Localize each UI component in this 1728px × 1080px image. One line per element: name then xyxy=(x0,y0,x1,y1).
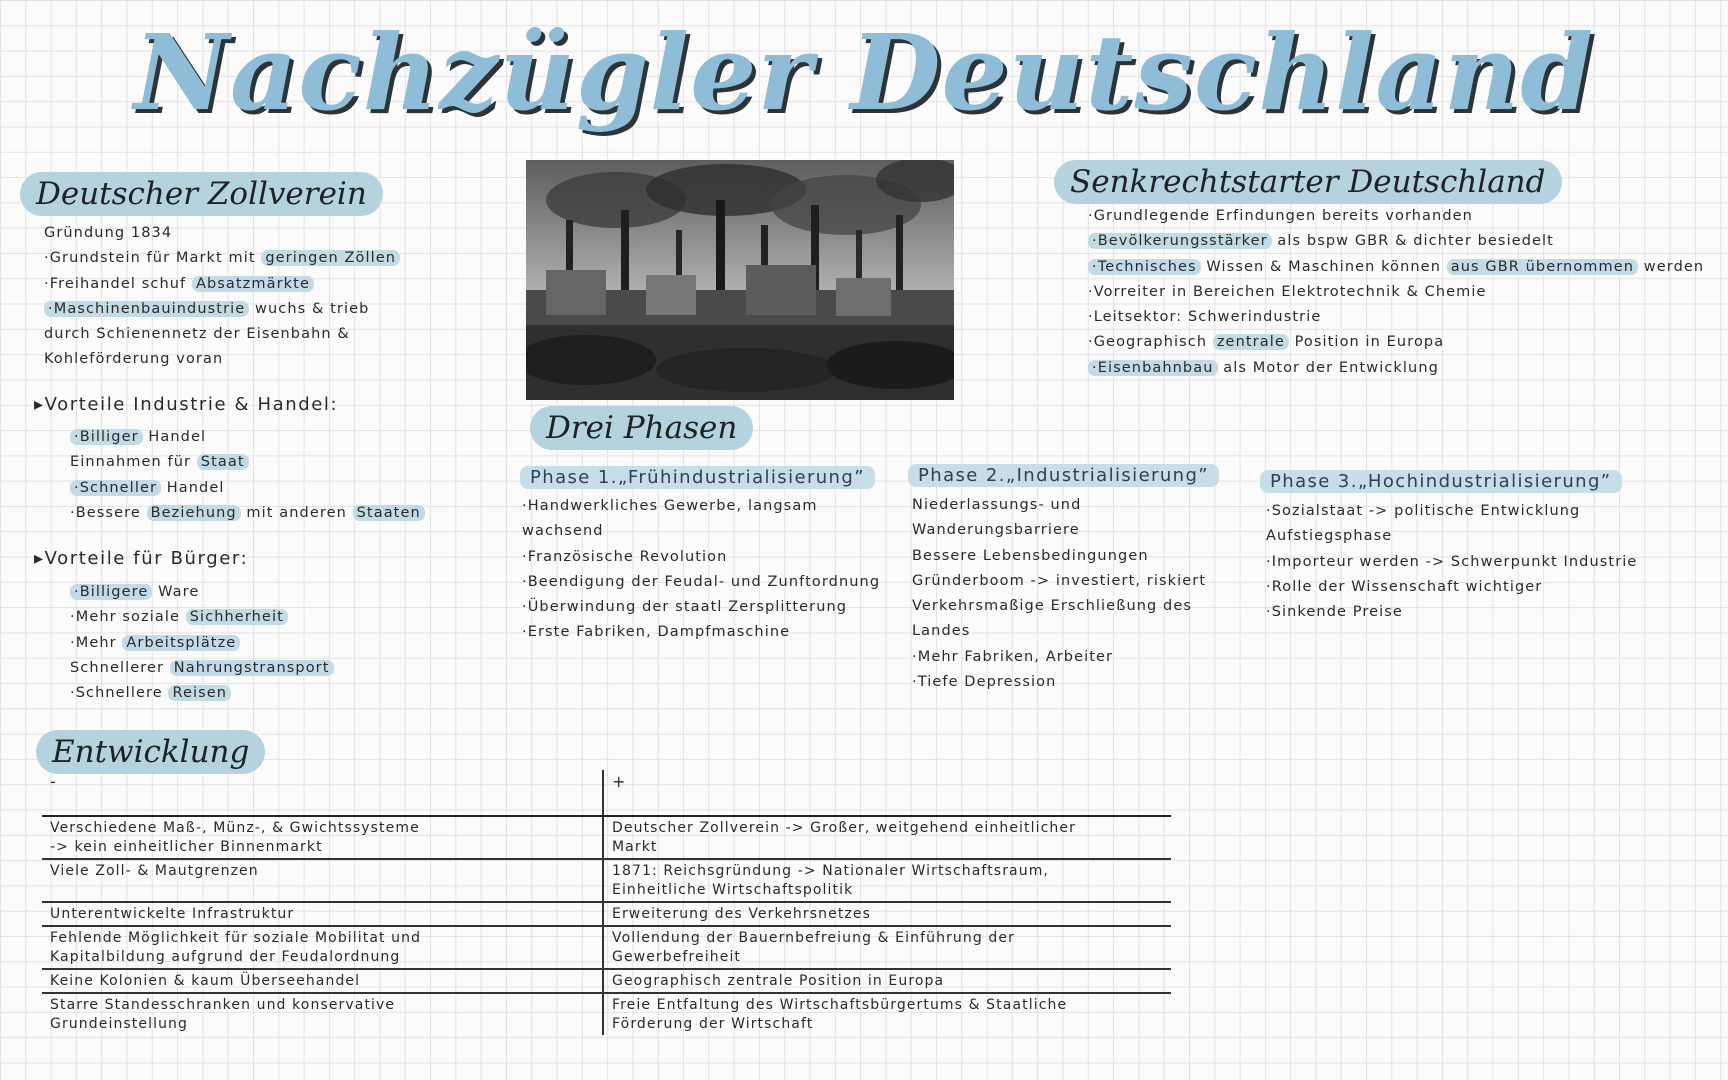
list-item: ·Importeur werden -> Schwerpunkt Industrie xyxy=(1266,553,1638,570)
minus-cell xyxy=(42,859,603,902)
highlighted-text: ·Maschinenbauindustrie xyxy=(44,301,249,317)
cell-line: Viele Zoll- & Mautgrenzen xyxy=(50,863,259,879)
text-segment: Einnahmen für xyxy=(70,454,197,471)
list-item xyxy=(70,450,425,475)
vorteile-buerger-heading-text: Vorteile für Bürger: xyxy=(44,548,249,569)
cell-line: Kapitalbildung aufgrund der Feudalordnung xyxy=(50,949,401,965)
text-segment: ·Mehr xyxy=(70,634,123,651)
phase3-list xyxy=(1266,499,1637,625)
text-segment: ·Vorreiter in Bereichen Elektrotechnik & Chemie xyxy=(1088,283,1487,300)
senkrechtstarter-list xyxy=(1088,204,1704,381)
table-row xyxy=(42,926,1171,969)
text-segment: wuchs & trieb xyxy=(249,300,370,317)
vorteile-industrie-heading-text: Vorteile Industrie & Handel: xyxy=(44,394,339,415)
list-item xyxy=(70,605,334,630)
text-segment: Position in Europa xyxy=(1288,334,1445,351)
industrial-city-illustration xyxy=(526,160,954,400)
list-item xyxy=(1088,255,1704,280)
list-item: ·Überwindung der staatl Zersplitterung xyxy=(522,599,848,616)
text-segment: Ware xyxy=(152,584,200,600)
entwicklung-table xyxy=(42,770,1171,1035)
table-row xyxy=(42,902,1171,926)
phase2-title: Phase 2.„Industrialisierung” xyxy=(908,464,1219,487)
minus-cell xyxy=(42,816,603,859)
text-segment: Gründung 1834 xyxy=(44,225,173,241)
minus-cell xyxy=(42,902,603,926)
highlighted-text: ·Billiger xyxy=(70,429,143,445)
list-item xyxy=(44,347,400,372)
text-segment: durch Schienennetz der Eisenbahn & xyxy=(44,326,350,343)
list-item xyxy=(1088,356,1704,381)
highlighted-text: ·Bevölkerungsstärker xyxy=(1088,233,1272,249)
highlighted-text: Absatzmärkte xyxy=(192,276,314,292)
phase1-title: Phase 1.„Frühindustrialisierung” xyxy=(520,466,875,489)
text-segment: mit anderen xyxy=(240,504,353,521)
text-segment: als bspw GBR & dichter besiedelt xyxy=(1271,233,1554,250)
list-item: ·Französische Revolution xyxy=(522,548,728,565)
highlighted-text: Staat xyxy=(197,454,249,470)
vorteile-industrie-list xyxy=(70,425,425,526)
cell-line: Einheitliche Wirtschaftspolitik xyxy=(612,882,854,898)
list-item: ·Beendigung der Feudal- und Zunftordnung xyxy=(522,573,881,590)
industrial-city-image xyxy=(526,160,954,400)
highlighted-text: geringen Zöllen xyxy=(261,250,400,266)
phase2-list xyxy=(912,493,1206,695)
list-item xyxy=(70,476,425,501)
cell-line: Markt xyxy=(612,839,658,855)
cell-line: Verschiedene Maß-, Münz-, & Gwichtssysteme xyxy=(50,820,420,836)
table-header-row xyxy=(42,770,1171,816)
page-title: Nachzügler Deutschland xyxy=(133,11,1595,134)
cell-line: Grundeinstellung xyxy=(50,1016,189,1032)
minus-cell xyxy=(42,993,603,1035)
cell-line: Geographisch zentrale Position in Europa xyxy=(612,973,945,989)
minus-header: - xyxy=(42,770,603,816)
plus-cell xyxy=(603,816,1171,859)
cell-line: Unterentwickelte Infrastruktur xyxy=(50,906,295,922)
plus-cell xyxy=(603,993,1171,1035)
plus-cell xyxy=(603,902,1171,926)
list-item xyxy=(70,681,334,706)
list-item xyxy=(44,322,400,347)
list-item: Niederlassungs- und xyxy=(912,497,1082,513)
text-segment: Schnellerer xyxy=(70,659,170,676)
text-segment: werden xyxy=(1638,258,1705,275)
table-row xyxy=(42,993,1171,1035)
highlighted-text: Staaten xyxy=(353,505,425,521)
text-segment: ·Bessere xyxy=(70,504,147,521)
entwicklung-heading: Entwicklung xyxy=(36,730,265,774)
list-item: Verkehrsmaßige Erschließung des xyxy=(912,598,1193,615)
cell-line: Keine Kolonien & kaum Überseehandel xyxy=(50,973,361,989)
text-segment: Wissen & Maschinen können xyxy=(1200,258,1447,275)
list-item: ·Handwerkliches Gewerbe, langsam xyxy=(522,498,818,514)
cell-line: Freie Entfaltung des Wirtschaftsbürgertums & Staatliche xyxy=(612,997,1068,1013)
table-row xyxy=(42,816,1171,859)
list-item: Landes xyxy=(912,623,971,640)
text-segment: ·Grundlegende Erfindungen bereits vorhanden xyxy=(1088,208,1473,224)
highlighted-text: zentrale xyxy=(1213,334,1289,350)
zollverein-heading: Deutscher Zollverein xyxy=(20,172,383,216)
text-segment: ·Geographisch xyxy=(1088,334,1213,351)
text-segment: ·Leitsektor: Schwerindustrie xyxy=(1088,309,1322,326)
text-segment: Kohleförderung voran xyxy=(44,351,224,368)
text-segment: als Motor der Entwicklung xyxy=(1217,359,1439,376)
vorteile-buerger-list xyxy=(70,580,334,706)
minus-cell xyxy=(42,926,603,969)
highlighted-text: ·Schneller xyxy=(70,480,161,496)
list-item xyxy=(1088,229,1704,254)
cell-line: Deutscher Zollverein -> Großer, weitgehend einheitlicher xyxy=(612,820,1076,836)
cell-line: Vollendung der Bauernbefreiung & Einführung der xyxy=(612,930,1015,946)
cell-line: Förderung der Wirtschaft xyxy=(612,1016,814,1032)
table-row xyxy=(42,969,1171,993)
list-item xyxy=(44,221,400,246)
vorteile-buerger-heading: ▸Vorteile für Bürger: xyxy=(34,548,249,569)
highlighted-text: ·Billigere xyxy=(70,584,152,600)
senkrechtstarter-heading: Senkrechtstarter Deutschland xyxy=(1054,160,1562,204)
highlighted-text: Reisen xyxy=(168,685,231,701)
plus-cell xyxy=(603,926,1171,969)
list-item: ·Sozialstaat -> politische Entwicklung xyxy=(1266,503,1581,519)
cell-line: 1871: Reichsgründung -> Nationaler Wirtschaftsraum, xyxy=(612,863,1049,879)
cell-line: Gewerbefreiheit xyxy=(612,949,742,965)
zollverein-list xyxy=(44,221,400,373)
list-item: ·Sinkende Preise xyxy=(1266,604,1403,621)
text-segment: ·Freihandel schuf xyxy=(44,275,192,292)
cell-line: Starre Standesschranken und konservative xyxy=(50,997,396,1013)
list-item xyxy=(70,580,334,605)
list-item: ·Erste Fabriken, Dampfmaschine xyxy=(522,624,791,641)
list-item: Aufstiegsphase xyxy=(1266,528,1393,545)
list-item: Gründerboom -> investiert, riskiert xyxy=(912,572,1207,589)
table-row xyxy=(42,859,1171,902)
drei-phasen-heading: Drei Phasen xyxy=(530,406,753,450)
highlighted-text: ·Technisches xyxy=(1088,259,1201,275)
list-item xyxy=(70,656,334,681)
minus-cell xyxy=(42,969,603,993)
list-item xyxy=(44,272,400,297)
highlighted-text: Sichherheit xyxy=(186,609,288,625)
plus-header: + xyxy=(603,770,1171,816)
text-segment: Handel xyxy=(161,479,225,496)
cell-line: Erweiterung des Verkehrsnetzes xyxy=(612,906,871,922)
list-item xyxy=(70,631,334,656)
text-segment: ·Schnellere xyxy=(70,685,169,702)
list-item xyxy=(44,246,400,271)
list-item: ·Tiefe Depression xyxy=(912,674,1057,691)
cell-line: -> kein einheitlicher Binnenmarkt xyxy=(50,839,323,855)
list-item: wachsend xyxy=(522,523,604,540)
list-item xyxy=(70,425,425,450)
text-segment: ·Mehr soziale xyxy=(70,609,186,626)
list-item xyxy=(1088,204,1704,229)
phase3-title: Phase 3.„Hochindustrialisierung” xyxy=(1260,470,1622,493)
highlighted-text: Nahrungstransport xyxy=(170,660,334,676)
cell-line: Fehlende Möglichkeit für soziale Mobilitat und xyxy=(50,930,422,946)
list-item: ·Mehr Fabriken, Arbeiter xyxy=(912,648,1114,665)
highlighted-text: Beziehung xyxy=(147,505,241,521)
list-item: Wanderungsbarriere xyxy=(912,522,1080,539)
list-item xyxy=(70,501,425,526)
text-segment: Handel xyxy=(142,429,207,445)
list-item xyxy=(1088,280,1704,305)
highlighted-text: aus GBR übernommen xyxy=(1447,259,1638,275)
highlighted-text: ·Eisenbahnbau xyxy=(1088,360,1218,376)
highlighted-text: Arbeitsplätze xyxy=(122,635,240,651)
list-item: Bessere Lebensbedingungen xyxy=(912,547,1149,564)
vorteile-industrie-heading: ▸Vorteile Industrie & Handel: xyxy=(34,394,339,415)
plus-cell xyxy=(603,969,1171,993)
list-item xyxy=(1088,330,1704,355)
list-item: ·Rolle der Wissenschaft wichtiger xyxy=(1266,578,1543,595)
plus-cell xyxy=(603,859,1171,902)
phase1-list xyxy=(522,494,880,646)
text-segment: ·Grundstein für Markt mit xyxy=(44,250,262,267)
list-item xyxy=(1088,305,1704,330)
list-item xyxy=(44,297,400,322)
